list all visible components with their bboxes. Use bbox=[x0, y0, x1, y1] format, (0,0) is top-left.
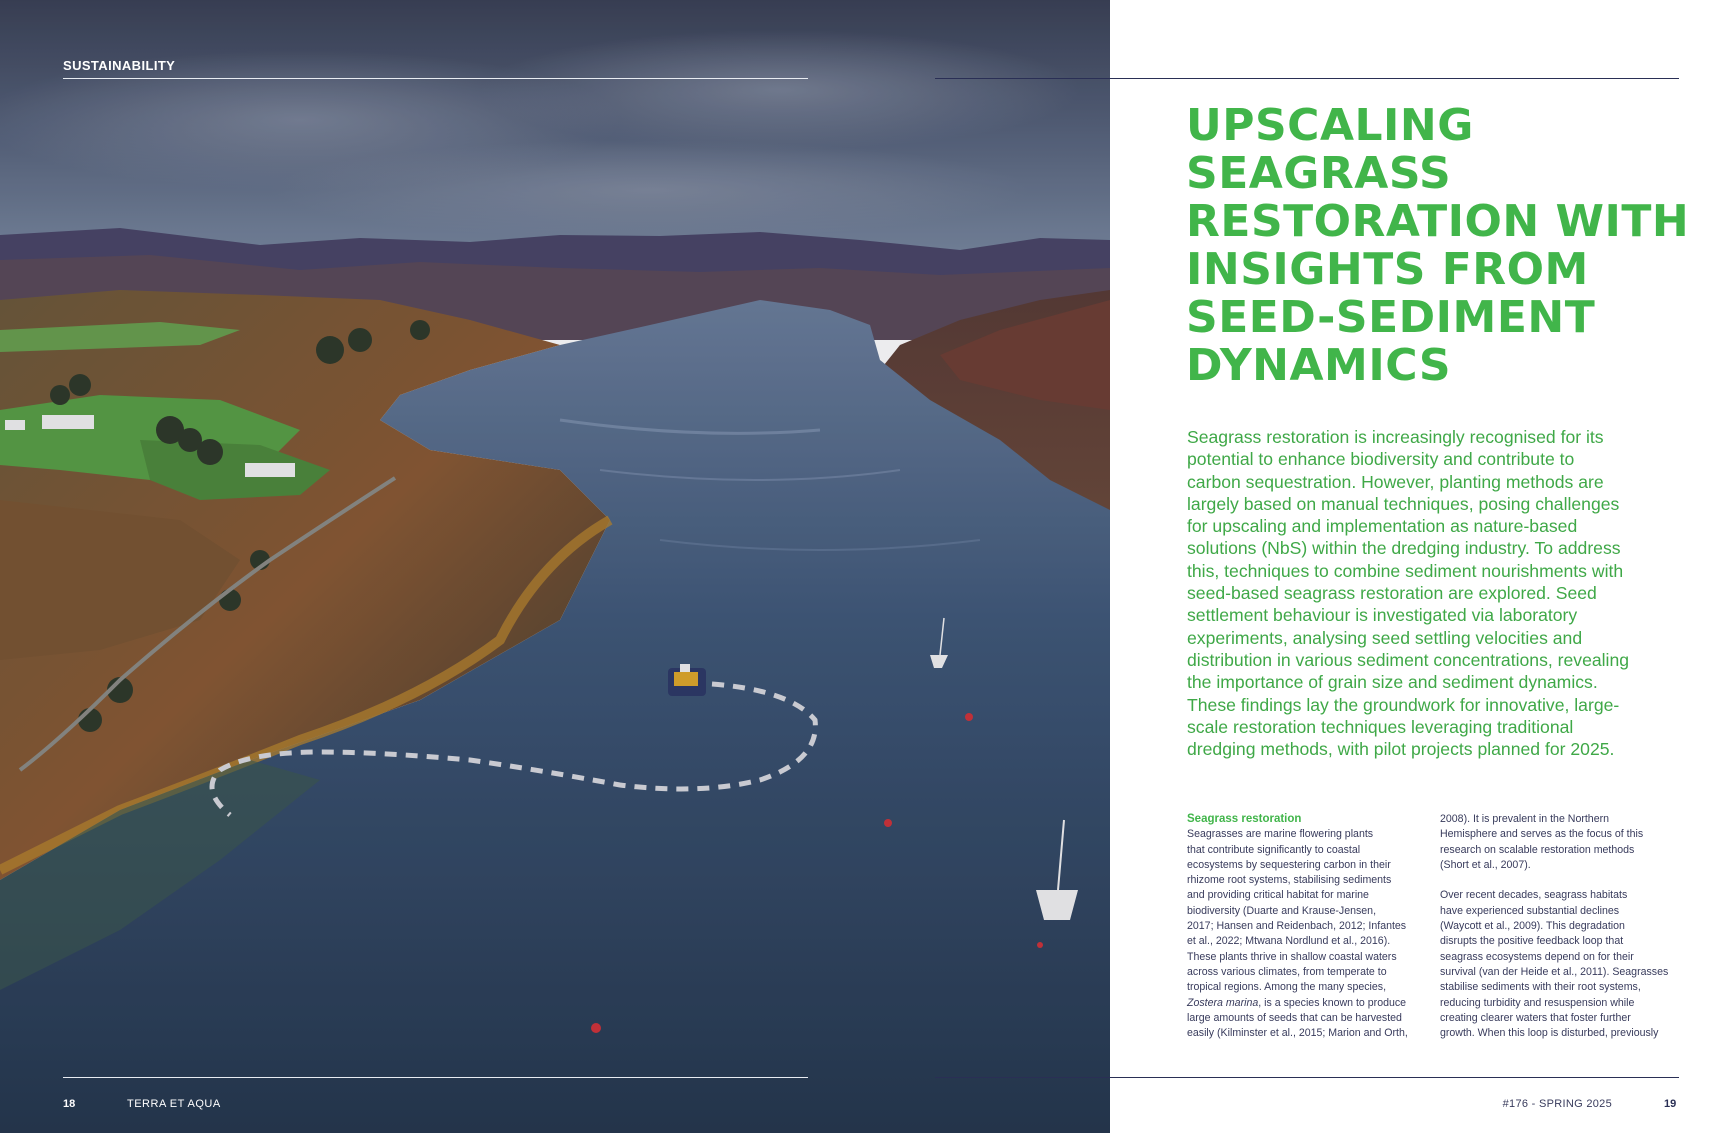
intro-line: settlement behaviour is investigated via laboratory bbox=[1187, 605, 1578, 626]
body-line: These plants thrive in shallow coastal waters bbox=[1187, 950, 1397, 963]
top-rule-right bbox=[935, 78, 1679, 79]
intro-line: distribution in various sediment concentrations, revealing bbox=[1187, 649, 1630, 670]
intro-line: scale restoration techniques leveraging traditional bbox=[1187, 716, 1574, 737]
headline-line: SEED-SEDIMENT bbox=[1186, 292, 1596, 343]
section-label: SUSTAINABILITY bbox=[63, 58, 176, 73]
headline-line: UPSCALING bbox=[1186, 100, 1474, 151]
body-line: 2008). It is prevalent in the Northern bbox=[1440, 813, 1610, 825]
body-line: have experienced substantial declines bbox=[1440, 904, 1620, 917]
body-line: survival (van der Heide et al., 2011). Seagrasses bbox=[1440, 965, 1669, 978]
magazine-name: TERRA ET AQUA bbox=[127, 1098, 221, 1110]
intro-line: carbon sequestration. However, planting methods are bbox=[1187, 471, 1604, 492]
body-line: research on scalable restoration methods bbox=[1440, 843, 1635, 856]
body-line: Over recent decades, seagrass habitats bbox=[1440, 889, 1628, 902]
paragraph-gap bbox=[1440, 873, 1690, 888]
page-number-right: 19 bbox=[1664, 1098, 1677, 1110]
body-line: (Short et al., 2007). bbox=[1440, 858, 1531, 871]
intro-line: Seagrass restoration is increasingly recognised for its bbox=[1187, 427, 1604, 447]
body-line: tropical regions. Among the many species, bbox=[1187, 981, 1387, 994]
section-subheading: Seagrass restoration bbox=[1187, 813, 1302, 825]
intro-line: this, techniques to combine sediment nourishments with bbox=[1187, 560, 1624, 581]
bottom-rule-right bbox=[935, 1077, 1679, 1078]
intro-line: dredging methods, with pilot projects planned for 2025. bbox=[1187, 739, 1615, 760]
intro-line: seed-based seagrass restoration are explored. Seed bbox=[1187, 583, 1597, 604]
body-line: reducing turbidity and resuspension while bbox=[1440, 996, 1635, 1009]
headline-line: RESTORATION WITH bbox=[1186, 196, 1690, 247]
body-line: Seagrasses are marine flowering plants bbox=[1187, 828, 1374, 841]
intro-line: the importance of grain size and sediment dynamics. bbox=[1187, 672, 1598, 693]
intro-line: experiments, analysing seed settling velocities and bbox=[1187, 627, 1583, 648]
body-line: biodiversity (Duarte and Krause-Jensen, bbox=[1187, 904, 1377, 917]
bottom-rule-left bbox=[63, 1077, 808, 1078]
article-headline bbox=[1186, 100, 1690, 391]
body-line: large amounts of seeds that can be harvested bbox=[1187, 1011, 1402, 1024]
headline-line: SEAGRASS bbox=[1186, 148, 1452, 199]
intro-line: These findings lay the groundwork for innovative, large- bbox=[1187, 694, 1620, 715]
body-line: across various climates, from temperate to bbox=[1187, 965, 1387, 978]
body-line: 2017; Hansen and Reidenbach, 2012; Infantes bbox=[1187, 920, 1407, 933]
headline-line: DYNAMICS bbox=[1186, 340, 1452, 391]
intro-line: for upscaling and implementation as nature-based bbox=[1187, 516, 1578, 537]
body-line: growth. When this loop is disturbed, previously bbox=[1440, 1027, 1659, 1040]
body-line-species bbox=[1187, 996, 1437, 1011]
species-name: Zostera marina bbox=[1187, 996, 1259, 1009]
issue-label: #176 - SPRING 2025 bbox=[1502, 1098, 1612, 1110]
body-line: creating clearer waters that foster further bbox=[1440, 1011, 1631, 1024]
body-line: ecosystems by sequestering carbon in their bbox=[1187, 858, 1391, 871]
body-column-2 bbox=[1440, 812, 1690, 1041]
body-column-1 bbox=[1187, 812, 1437, 1041]
body-line: rhizome root systems, stabilising sediments bbox=[1187, 874, 1392, 887]
body-line: and providing critical habitat for marine bbox=[1187, 889, 1369, 902]
headline-line: INSIGHTS FROM bbox=[1186, 244, 1589, 295]
body-line: seagrass ecosystems depend on for their bbox=[1440, 950, 1634, 963]
body-line: et al., 2022; Mtwana Nordlund et al., 2016). bbox=[1187, 935, 1391, 948]
intro-line: solutions (NbS) within the dredging industry. To address bbox=[1187, 538, 1621, 559]
body-line: (Waycott et al., 2009). This degradation bbox=[1440, 920, 1625, 933]
intro-paragraph bbox=[1187, 426, 1677, 760]
species-line-rest: , is a species known to produce bbox=[1258, 996, 1407, 1009]
intro-line: potential to enhance biodiversity and contribute to bbox=[1187, 449, 1575, 470]
intro-line: largely based on manual techniques, posing challenges bbox=[1187, 493, 1620, 514]
body-line: disrupts the positive feedback loop that bbox=[1440, 935, 1624, 948]
body-line: easily (Kilminster et al., 2015; Marion and Orth, bbox=[1187, 1027, 1408, 1040]
body-line: stabilise sediments with their root systems, bbox=[1440, 981, 1641, 994]
body-line: Hemisphere and serves as the focus of this bbox=[1440, 828, 1644, 841]
body-line: that contribute significantly to coastal bbox=[1187, 843, 1361, 856]
page-number-left: 18 bbox=[63, 1098, 76, 1110]
top-rule-left bbox=[63, 78, 808, 79]
